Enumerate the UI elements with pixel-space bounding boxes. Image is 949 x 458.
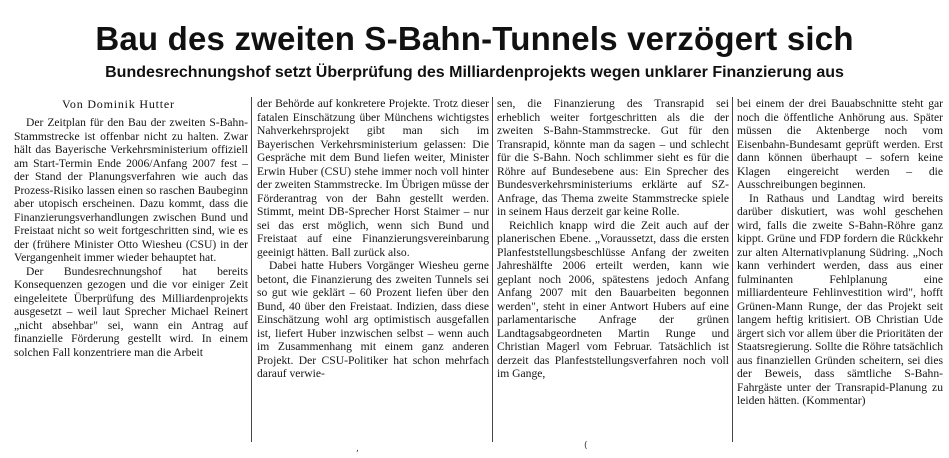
column-3-paragraph-2: Reichlich knapp wird die Zeit auch auf der planerischen Ebene. „Voraussetzt, dass die ersten Planfeststellungsbeschlüsse Anfang der zweiten Jahreshälfte 2006 erteilt werden, kann wie geplant noch 2006, spätestens jedoch Anfang Anfang 2007 mit den Bauarbeiten begonnen werden", steht in einer Antwort Hubers auf eine parlamentarische Anfrage der grünen Landtagsabgeordneten Martin Runge und Christian Magerl vom Februar. Tatsächlich ist derzeit das Planfeststellungsverfahren noch voll im Gange,: [497, 218, 729, 380]
article-column-4: [737, 97, 943, 447]
column-divider: [732, 97, 733, 442]
scan-speck: ,: [356, 444, 359, 454]
column-2-paragraph-1: der Behörde auf konkretere Projekte. Trotz dieser fatalen Einschätzung über Münchens wichtigstes Nahverkehrsprojekt gibt man sich im Bayerischen Verkehrsministerium gelassen: Die Gespräche mit dem Bund liefen weiter, Minister Erwin Huber (CSU) stehe immer noch voll hinter der zweiten Stammstrecke. Im Übrigen müsse der Förderantrag von der Bahn gestellt werden. Stimmt, meint DB-Sprecher Horst Staimer – nur sei das erst möglich, wenn sich Bund und Freistaat auf eine Finanzierungsvereinbarung geeinigt hätten. Ball zurück also.: [257, 97, 489, 259]
column-4-paragraph-2: In Rathaus und Landtag wird bereits darüber diskutiert, was wohl geschehen wird, falls die zweite S-Bahn-Röhre ganz kippt. Grüne und FDP fordern die Rückkehr zur alten Alternativplanung Südring. „Noch kann verhindert werden, dass aus einer fulminanten Fehlplanung eine milliardenteure Fehlinvestition wird", hofft Grünen-Mann Runge, der das Projekt seit langem heftig kritisiert. OB Christian Ude ärgert sich vor allem über die Prioritäten der Staatsregierung. Sollte die Röhre tatsächlich aus finanziellen Gründen scheitern, sei dies der Beweis, dass sämtliche S-Bahn-Fahrgäste unter der Transrapid-Planung zu leiden hätten. (Kommentar): [737, 191, 943, 407]
article-subheadline: Bundesrechnungshof setzt Überprüfung des Milliardenprojekts wegen unklarer Finanzierung aus: [105, 64, 844, 81]
article-column-2: [257, 97, 489, 447]
column-3-paragraph-1: sen, die Finanzierung des Transrapid sei erheblich weiter fortgeschritten als die der zweiten S-Bahn-Stammstrecke. Gut für den Transrapid, könnte man da sagen – und schlecht für die S-Bahn. Noch schlimmer sieht es für die Röhre auf Bundesebene aus: Ein Sprecher des Bundesverkehrsministeriums erklärte auf SZ-Anfrage, das Thema zweite Stammstrecke spiele in seinem Haus derzeit gar keine Rolle.: [497, 97, 729, 218]
column-1-paragraph-1: Der Zeitplan für den Bau der zweiten S-Bahn-Stammstrecke ist offenbar nicht zu halten. Zwar hält das Bayerische Verkehrsministerium offiziell am Start-Termin Ende 2006/Anfang 2007 fest – der Stand der Planungsverfahren wie auch das Prozess-Risiko lassen einen so raschen Baubeginn aber utopisch erscheinen. Dazu kommt, dass die Finanzierungsverhandlungen zwischen Bund und Freistaat nicht so weit fortgeschritten sind, wie es der (frühere Minister Otto Wiesheu (CSU) in der Vergangenheit immer wieder behauptet hat.: [14, 116, 248, 264]
column-divider: [492, 97, 493, 442]
article-headline: Bau des zweiten S-Bahn-Tunnels verzögert sich: [95, 20, 854, 57]
article-column-1: [14, 116, 248, 446]
article-byline: Von Dominik Hutter: [62, 97, 175, 111]
article-column-3: [497, 97, 729, 447]
column-2-paragraph-2: Dabei hatte Hubers Vorgänger Wiesheu gerne betont, die Finanzierung des zweiten Tunnels sei so gut wie geklärt – 60 Prozent liefen über den Bund, 40 über den Freistaat. Indizien, dass diese Einschätzung wohl arg optimistisch ausgefallen ist, liefert Huber inzwischen selbst – wenn auch im Zusammenhang mit einem ganz anderen Projekt. Der CSU-Politiker hat schon mehrfach darauf verwie-: [257, 259, 489, 380]
column-divider: [251, 97, 252, 442]
column-4-paragraph-1: bei einem der drei Bauabschnitte steht gar noch die öffentliche Anhörung aus. Später müssen die Aktenberge noch vom Eisenbahn-Bundesamt geprüft werden. Erst dann können überhaupt – sofern keine Klagen eingereicht werden – die Ausschreibungen beginnen.: [737, 97, 943, 191]
scan-speck: (: [584, 441, 588, 451]
column-1-paragraph-2: Der Bundesrechnungshof hat bereits Konsequenzen gezogen und die vor einiger Zeit eingeleitete Überprüfung des Milliardenprojekts ausgesetzt – weil laut Sprecher Michael Reinert „nicht absehbar" sei, wann ein Antrag auf finanzielle Förderung gestellt wird. In einem solchen Fall konzentriere man die Arbeit: [14, 264, 248, 359]
